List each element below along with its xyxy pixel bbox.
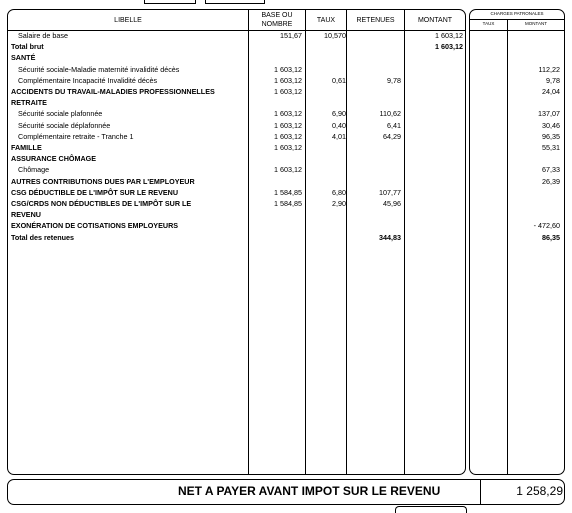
- row-taux: 6,80: [332, 187, 346, 197]
- row-pmontant: 9,78: [546, 75, 560, 85]
- row-label: Sécurité sociale-Maladie maternité invalidité décès: [18, 64, 180, 74]
- row-retenues: 64,29: [383, 131, 401, 141]
- header-charges-patronales: CHARGES PATRONALES: [490, 11, 544, 16]
- header-patronal-montant: MONTANT: [525, 21, 547, 26]
- row-base: 1 603,12: [274, 64, 302, 74]
- net-a-payer-label: NET A PAYER AVANT IMPOT SUR LE REVENU: [178, 484, 441, 498]
- row-pmontant: 30,46: [542, 120, 560, 130]
- row-base: 1 584,85: [274, 199, 302, 208]
- row-taux: 0,40: [332, 120, 346, 130]
- row-taux: 0,61: [332, 75, 346, 85]
- row-label: Chômage: [18, 165, 50, 175]
- table-row: [0, 120, 572, 131]
- row-label: Complémentaire Incapacité Invalidité décès: [18, 75, 158, 85]
- table-row: [0, 209, 572, 220]
- row-base: 1 603,12: [274, 120, 302, 130]
- row-label: Total brut: [11, 42, 44, 52]
- row-retenues: 107,77: [379, 187, 401, 197]
- table-row: [0, 164, 572, 175]
- row-base: 1 603,12: [274, 87, 302, 96]
- table-row: [0, 41, 572, 52]
- row-retenues: 344,83: [379, 232, 401, 242]
- row-pmontant: 55,31: [542, 143, 560, 152]
- row-retenues: 45,96: [383, 199, 401, 208]
- row-montant: 1 603,12: [435, 42, 463, 52]
- row-base: 1 603,12: [274, 109, 302, 119]
- top-tab-stub-left: [144, 0, 196, 4]
- row-pmontant: 86,35: [542, 232, 560, 242]
- header-patronal-taux: TAUX: [482, 21, 495, 26]
- row-label: Salaire de base: [18, 31, 68, 40]
- table-row: [0, 30, 572, 41]
- table-row: [0, 220, 572, 231]
- row-base: 1 584,85: [274, 187, 302, 197]
- row-label: Complémentaire retraite - Tranche 1: [18, 131, 134, 141]
- row-label: ASSURANCE CHÔMAGE: [11, 154, 97, 164]
- patronal-title-underline: [470, 19, 564, 20]
- table-row: [0, 176, 572, 187]
- row-label: RETRAITE: [11, 98, 47, 108]
- table-row: [0, 153, 572, 164]
- table-row: [0, 131, 572, 142]
- row-montant: 1 603,12: [435, 31, 463, 40]
- table-row: [0, 108, 572, 119]
- top-tab-stub-right: [205, 0, 265, 4]
- header-montant: MONTANT: [417, 17, 453, 24]
- row-pmontant: 24,04: [542, 87, 560, 96]
- table-row: [0, 198, 572, 209]
- row-label: REVENU: [11, 210, 41, 220]
- header-base-line1: BASE OU: [261, 12, 293, 19]
- table-row: [0, 187, 572, 198]
- row-pmontant: 67,33: [542, 165, 560, 175]
- row-label: CSG/CRDS NON DÉDUCTIBLES DE L'IMPÔT SUR LE: [11, 199, 192, 208]
- row-label: EXONÉRATION DE COTISATIONS EMPLOYEURS: [11, 221, 179, 231]
- header-taux: TAUX: [316, 17, 336, 24]
- table-row: [0, 86, 572, 97]
- row-retenues: 9,78: [387, 75, 401, 85]
- header-retenues: RETENUES: [356, 17, 395, 24]
- row-pmontant: 137,07: [538, 109, 560, 119]
- row-pmontant: 26,39: [542, 176, 560, 186]
- net-divider: [480, 480, 481, 504]
- row-label: Sécurité sociale plafonnée: [18, 109, 103, 119]
- row-taux: 10,570: [324, 31, 346, 40]
- row-base: 1 603,12: [274, 165, 302, 175]
- row-label: Total des retenues: [11, 232, 74, 242]
- row-taux: 6,90: [332, 109, 346, 119]
- row-pmontant: 96,35: [542, 131, 560, 141]
- table-row: [0, 64, 572, 75]
- row-label: SANTÉ: [11, 53, 36, 63]
- header-base-line2: NOMBRE: [261, 21, 293, 28]
- row-label: FAMILLE: [11, 143, 42, 152]
- table-row: [0, 232, 572, 243]
- row-label: CSG DÉDUCTIBLE DE L'IMPÔT SUR LE REVENU: [11, 187, 179, 197]
- row-label: Sécurité sociale déplafonnée: [18, 120, 111, 130]
- row-label: ACCIDENTS DU TRAVAIL-MALADIES PROFESSIONNELLES: [11, 87, 215, 96]
- row-label: AUTRES CONTRIBUTIONS DUES PAR L'EMPLOYEUR: [11, 176, 195, 186]
- row-taux: 4,01: [332, 131, 346, 141]
- header-libelle: LIBELLE: [114, 17, 142, 24]
- row-base: 1 603,12: [274, 75, 302, 85]
- table-row: [0, 75, 572, 86]
- row-pmontant: 112,22: [538, 64, 560, 74]
- row-base: 151,67: [280, 31, 302, 40]
- row-taux: 2,90: [332, 199, 346, 208]
- table-row: [0, 52, 572, 63]
- net-a-payer-value: 1 258,29: [516, 484, 563, 498]
- row-retenues: 110,62: [379, 109, 401, 119]
- row-retenues: 6,41: [387, 120, 401, 130]
- table-row: [0, 97, 572, 108]
- row-pmontant: - 472,60: [533, 221, 560, 231]
- bottom-box-stub: [395, 506, 467, 513]
- table-row: [0, 142, 572, 153]
- row-base: 1 603,12: [274, 143, 302, 152]
- row-base: 1 603,12: [274, 131, 302, 141]
